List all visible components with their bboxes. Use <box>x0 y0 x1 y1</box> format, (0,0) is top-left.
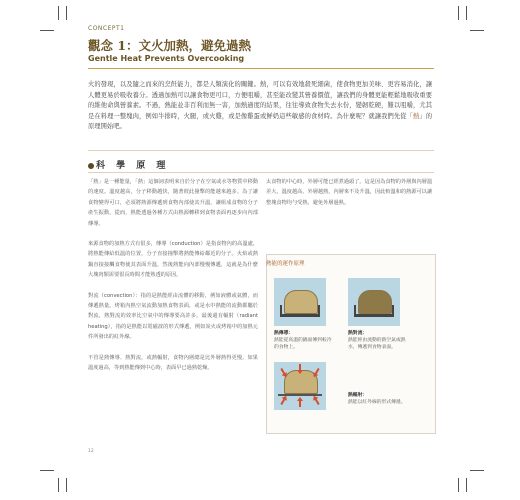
pan-icon <box>354 314 394 317</box>
title-rule <box>88 68 434 69</box>
conduction-panel <box>274 278 326 326</box>
paragraph: 不管是熱傳導、熱對流，或熱輻射，食物內層總是比外層熱得更慢。如果溫度過高，等到熱能傳到中心時，表面早已過熟乾燥。 <box>88 354 258 372</box>
page-subtitle: Gentle Heat Prevents Overcooking <box>88 54 245 63</box>
crop-mark <box>40 30 54 31</box>
body-left-column <box>88 177 258 384</box>
food-icon <box>284 290 318 314</box>
heat-arrow-icon <box>280 398 285 405</box>
convection-label: 熱對流： 熱能經由流動的熱空氣或熱水，傳遞到食物表面。 <box>348 331 406 350</box>
paragraph: 來源食物的加熱方式有很多，傳導（conduction）是指食物內的高溫處，將熱能傳給低溫的位置，分子直接撞擊將熱能傳給鄰近的分子。火焰或熱鍋直接接觸食物使其表面升溫，然後熱能向內部慢慢傳遞，這就是為什麼大塊肉類需要很長時間才能熟透的原因。 <box>88 241 258 279</box>
crop-mark <box>66 6 67 20</box>
section-title: 科 學 原 理 <box>88 158 169 171</box>
food-icon <box>358 290 392 314</box>
crop-mark <box>458 6 459 20</box>
crop-mark <box>470 470 484 471</box>
crop-mark <box>40 470 54 471</box>
heat-arrow-icon <box>299 400 301 407</box>
page-number: 12 <box>88 449 94 454</box>
bullet-icon <box>88 163 94 169</box>
crop-mark <box>466 6 467 20</box>
crop-mark <box>58 6 59 20</box>
heat-arrow-icon <box>280 368 285 375</box>
crop-mark <box>66 478 67 492</box>
heat-arrow-icon <box>314 398 319 405</box>
crop-mark <box>466 478 467 492</box>
section-rule <box>88 150 434 151</box>
pan-icon <box>280 314 320 317</box>
intro-paragraph: 火的發現，以及隨之而來的烹飪能力，都是人類演化的關鍵。熱，可以有效地殺死細菌，使食物更加美味、更容易消化，讓人體更易於吸收養分。透過加熱可以讓食物更可口，方便咀嚼，甚至能改變其營養價值，讓我們的身體更能輕鬆地吸收重要的維他命與營養素。不過，熱能並非百利而無一害，加熱過度的結果，往往導致食物失去水份，變韌乾硬，難以咀嚼，尤其是在料理一整塊肉，例如牛排時，火腿，或火雞，或是像雞蛋或鮮奶這些敏感的食材時。為什麼呢？就讓我們先從「熱」的原理開始吧。 <box>88 81 433 130</box>
conduction-label: 熱傳導： 熱能從高溫的鍋面傳到較冷的食物上。 <box>274 331 332 350</box>
convection-panel <box>348 278 400 326</box>
figure-caption: 熱能的運作原理 <box>266 261 305 267</box>
crop-mark <box>458 478 459 492</box>
section-rule-bottom <box>88 172 434 173</box>
heat-arrow-icon <box>299 364 301 371</box>
radiation-label: 熱輻射： 熱能以紅外線的形式傳遞。 <box>348 393 406 405</box>
crop-mark <box>470 30 484 31</box>
paragraph: 「熱」是一種能量，「熱」這個詞表明來自於分子在空氣或水等物質中移動的速度。溫度越高，分子移動越快，隨著彼此撞擊的能越來越多。為了讓食物變得可口，必須將熱源傳遞到食物內部使其升溫，讓組成食物的分子產生振動，從而，熱能透過各種方式由熱源轉移到食物表面再逐步向內部傳導。 <box>88 179 258 227</box>
crop-mark <box>58 478 59 492</box>
heat-arrow-icon <box>314 368 319 375</box>
page-title: 觀念 1：文火加熱，避免過熱 <box>88 38 252 53</box>
paragraph: 對流（convection）：指的是熱能經由流體的移動，例如液體或氣體，而傳遞熱量。烤箱內熱空氣流動加熱食物表面，或是水中熱能的流動都屬於對流，熱對流的效率比空氣中的傳導要高許多。最後還有輻射（radiant heating），指的是熱能以電磁波的形式傳遞，例如炭火或烤箱中的加熱元件所發出的紅外線。 <box>88 292 258 341</box>
concept-label: CONCEPT1 <box>88 25 125 32</box>
body-right-column: 太食物的中心時，外層可能已經煮過頭了。這是因為食物的外層與內層溫差大，溫度越高、外層越熱，內層來不及升溫，因此較溫和的熱源可以讓整塊食物均勻受熱，避免外層過熟。 <box>266 179 433 206</box>
radiation-panel <box>274 362 326 410</box>
